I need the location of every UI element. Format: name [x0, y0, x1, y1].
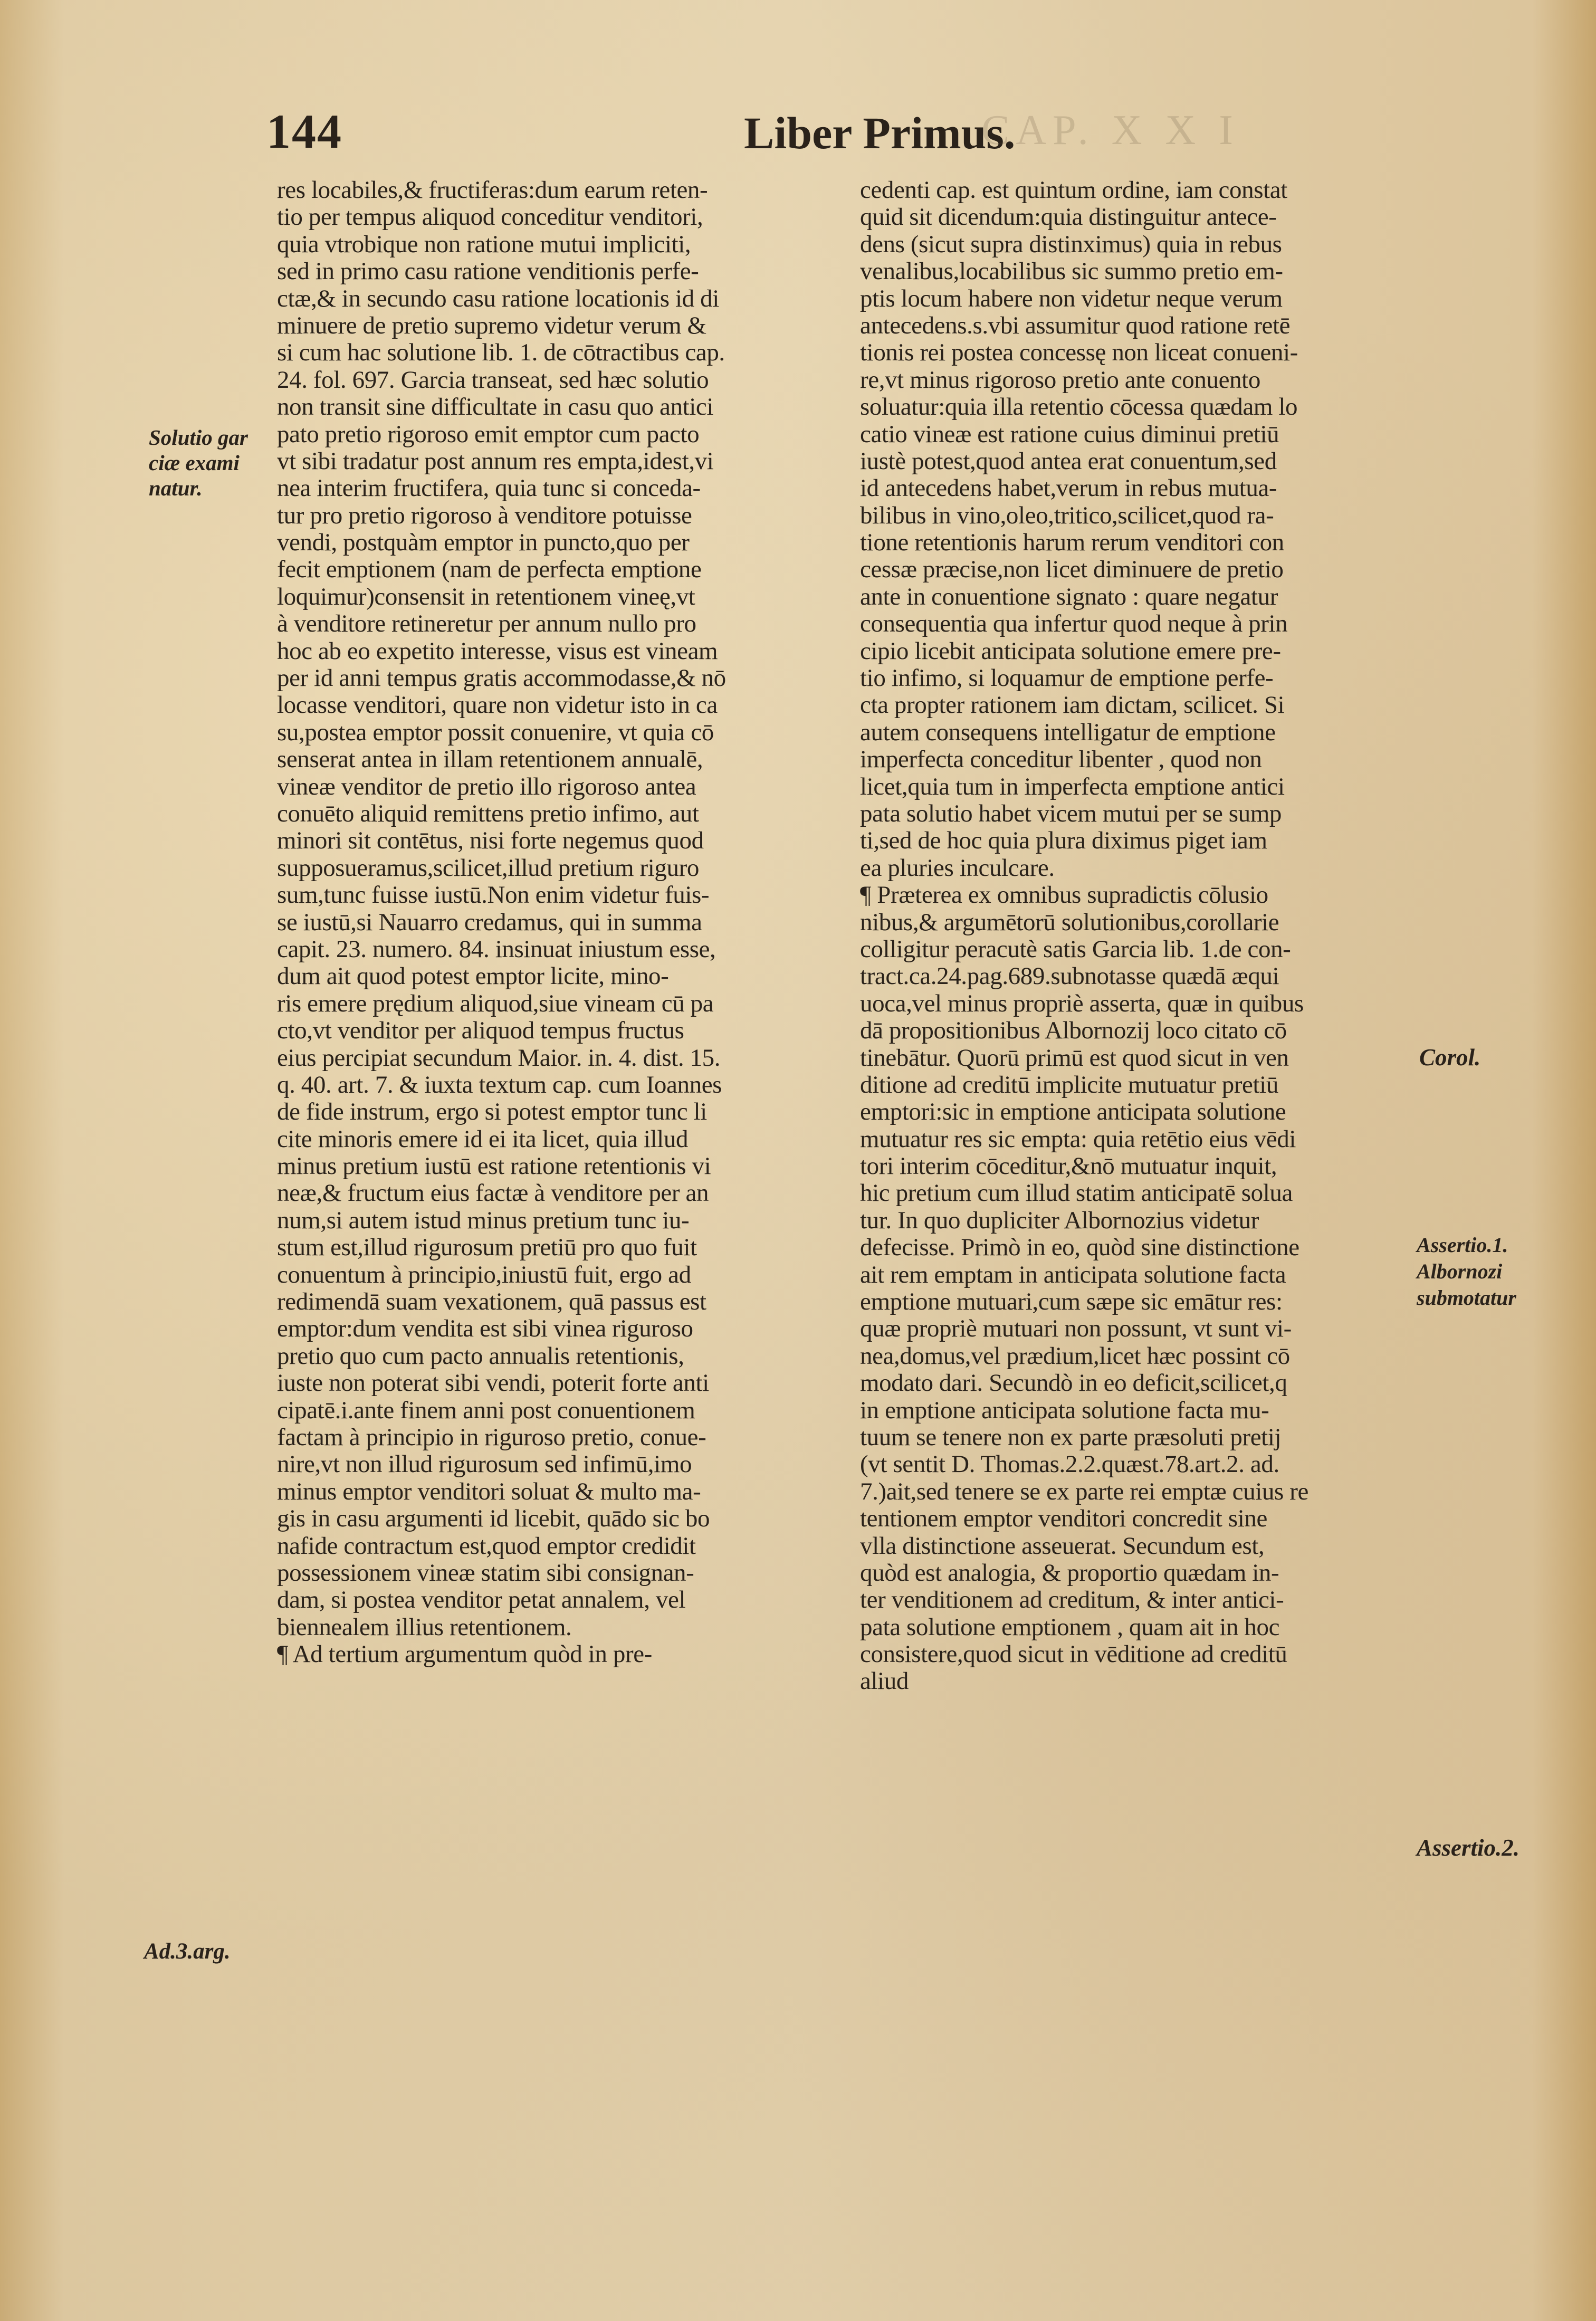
text-line: non transit sine difficultate in casu quo antici	[277, 393, 714, 421]
text-line: ter venditionem ad creditum, & inter antici-	[860, 1586, 1284, 1614]
text-line: quid sit dicendum:quia distinguitur antece-	[860, 203, 1277, 231]
margin-note-ad-tertium: Ad.3.arg.	[144, 1939, 231, 1964]
text-line: per id anni tempus gratis accommodasse,& nō	[277, 664, 726, 692]
text-line: 7.)ait,sed tenere se ex parte rei emptæ cuius re	[860, 1477, 1308, 1505]
text-line: eius percipiat secundum Maior. in. 4. dist. 15.	[277, 1044, 721, 1072]
text-line: emptori:sic in emptione anticipata solutione	[860, 1098, 1286, 1126]
text-line: ris emere prędium aliquod,siue vineam cū pa	[277, 989, 714, 1017]
text-line: venalibus,locabilibus sic summo pretio em-	[860, 257, 1283, 285]
text-line: su,postea emptor possit conuenire, vt quia cō	[277, 718, 714, 746]
text-line: hic pretium cum illud statim anticipatē solua	[860, 1179, 1293, 1207]
text-line: iustè potest,quod antea erat conuentum,sed	[860, 447, 1277, 475]
text-line: factam à principio in rigurosо pretio, conue-	[277, 1423, 706, 1451]
text-line: autem consequens intelligatur de emptione	[860, 718, 1276, 746]
text-line: tori interim cōceditur,&nō mutuatur inquit,	[860, 1152, 1277, 1180]
text-line: tract.ca.24.pag.689.subnotasse quædā æqui	[860, 962, 1279, 990]
text-line: pretio quo cum pacto annualis retentionis,	[277, 1342, 684, 1370]
text-line: tio infimo, si loquamur de emptione perfe-	[860, 664, 1274, 692]
text-line: licet,quia tum in imperfecta emptione antici	[860, 772, 1285, 800]
text-line: aliud	[860, 1667, 909, 1695]
text-line: gis in casu argumenti id licebit, quādo sic bo	[277, 1505, 710, 1533]
text-line: defecisse. Primò in eo, quòd sine distinctione	[860, 1234, 1299, 1262]
text-line: nibus,& argumētorū solutionibus,corollarie	[860, 908, 1279, 936]
text-line: tuum se tenere non ex parte præsoluti pretij	[860, 1423, 1282, 1451]
margin-note-corollarium: Corol.	[1419, 1044, 1481, 1071]
text-line: dens (sicut supra distinximus) quia in rebus	[860, 230, 1282, 258]
text-line: dum ait quod potest emptor licite, mino-	[277, 962, 669, 990]
right-text-column	[860, 177, 1403, 1695]
text-line: id antecedens habet,verum in rebus mutua-	[860, 474, 1277, 502]
text-line: dam, si postea venditor petat annalem, vel	[277, 1586, 686, 1614]
margin-note-line: Solutio gar	[149, 425, 248, 450]
text-line: quia vtrobique non ratione mutui impliciti,	[277, 230, 691, 258]
text-line: ctæ,& in secundo casu ratione locationis id di	[277, 284, 719, 312]
text-line: minus pretium iustū est ratione retentionis vi	[277, 1152, 711, 1180]
text-line: bilibus in vino,oleo,tritico,scilicet,quod ra-	[860, 501, 1274, 529]
text-line: cipio licebit anticipata solutione emere pre-	[860, 637, 1281, 665]
text-line: redimendā suam vexationem, quā passus est	[277, 1288, 706, 1316]
text-line: imperfecta conceditur libenter , quod non	[860, 746, 1262, 773]
running-title: Liber Primus.	[744, 108, 1016, 158]
text-line: cedenti cap. est quintum ordine, iam constat	[860, 176, 1287, 204]
text-line: consequentia qua infertur quod neque à prin	[860, 610, 1288, 638]
text-line: res locabiles,& fructiferas:dum earum reten-	[277, 176, 708, 204]
text-line: ti,sed de hoc quia plura diximus piget iam	[860, 827, 1267, 855]
text-line: se iustū,si Nauarro credamus, qui in summa	[277, 908, 702, 936]
text-line: tentionem emptor venditori concredit sine	[860, 1505, 1267, 1533]
text-line: cessæ præcise,non licet diminuere de pretio	[860, 556, 1284, 584]
text-line: tione retentionis harum rerum venditori con	[860, 529, 1284, 557]
margin-note-line: natur.	[149, 476, 203, 500]
text-line: si cum hac solutione lib. 1. de cōtractibus cap.	[277, 339, 725, 367]
margin-note-solutio	[149, 425, 248, 501]
text-line: modato dari. Secundò in eo deficit,scilicet,q	[860, 1369, 1287, 1397]
text-line: nea,domus,vel prædium,licet hæc possint cō	[860, 1342, 1290, 1370]
text-line: q. 40. art. 7. & iuxta textum cap. cum Ioannes	[277, 1071, 722, 1099]
margin-note-assertio-1	[1417, 1232, 1516, 1311]
text-line: pata solutio habet vicem mutui per se sump	[860, 799, 1282, 827]
text-line: (vt sentit D. Thomas.2.2.quæst.78.art.2. ad.	[860, 1450, 1279, 1478]
text-line: nafide contractum est,quod emptor credidit	[277, 1532, 696, 1560]
text-line: ptis locum habere non videtur neque verum	[860, 284, 1283, 312]
text-line: mutuatur res sic empta: quia retētio eius vēdi	[860, 1125, 1296, 1153]
text-line: loquimur)consensit in retentionem vineę,vt	[277, 582, 695, 610]
text-line: quæ propriè mutuari non possunt, vt sunt vi-	[860, 1315, 1292, 1343]
margin-note-assertio-2: Assertio.2.	[1417, 1835, 1520, 1861]
text-line: cite minoris emere id ei ita licet, quia illud	[277, 1125, 689, 1153]
text-line: catio vineæ est ratione cuius diminui pretiū	[860, 420, 1279, 448]
text-line: tio per tempus aliquod conceditur venditori,	[277, 203, 703, 231]
text-line: capit. 23. numero. 84. insinuat iniustum esse,	[277, 935, 716, 963]
text-line: cta propter rationem iam dictam, scilicet. Si	[860, 691, 1285, 719]
text-line: cipatē.i.ante finem anni post conuentionem	[277, 1396, 695, 1424]
text-line: sed in primo casu ratione venditionis perfe-	[277, 257, 699, 285]
text-line: stum est,illud rigurosum pretiū pro quo fuit	[277, 1234, 697, 1262]
text-line: senserat antea in illam retentionem annualē,	[277, 746, 703, 773]
text-line: minus emptor venditori soluat & multo ma-	[277, 1477, 701, 1505]
text-line: dā propositionibus Albornozij loco citato cō	[860, 1017, 1287, 1045]
margin-note-line: submotatur	[1417, 1286, 1516, 1310]
text-line: vendi, postquàm emptor in puncto,quo per	[277, 529, 690, 557]
text-line: pata solutione emptionem , quam ait in hoc	[860, 1613, 1280, 1641]
text-line: tur pro pretio rigoroso à venditore potuisse	[277, 501, 692, 529]
text-line: soluatur:quia illa retentio cōcessa quædam lo	[860, 393, 1298, 421]
text-line: ait rem emptam in anticipata solutione facta	[860, 1260, 1286, 1288]
bleed-through-text: CAP. X X I	[981, 107, 1239, 154]
text-line: à venditore retineretur per annum nullo pro	[277, 610, 696, 638]
text-line: ¶ Ad tertium argumentum quòd in pre-	[277, 1640, 652, 1668]
text-line: sum,tunc fuisse iustū.Non enim videtur fuis-	[277, 881, 710, 909]
text-line: locasse venditori, quare non videtur isto in ca	[277, 691, 718, 719]
text-line: ¶ Præterea ex omnibus supradictis cōlusio	[860, 881, 1268, 909]
text-line: cto,vt venditor per aliquod tempus fructus	[277, 1017, 684, 1045]
text-line: vineæ venditor de pretio illo rigoroso antea	[277, 772, 696, 800]
text-line: quòd est analogia, & proportio quædam in-	[860, 1559, 1279, 1587]
margin-note-line: Albornozi	[1417, 1259, 1503, 1283]
running-header	[0, 103, 1596, 172]
text-line: iuste non poterat sibi vendi, poterit forte anti	[277, 1369, 709, 1397]
text-line: ante in conuentione signato : quare negatur	[860, 582, 1278, 610]
text-line: biennealem illius retentionem.	[277, 1613, 572, 1641]
text-line: conuēto aliquid remittens pretio infimo, aut	[277, 799, 699, 827]
text-line: pato pretio rigoroso emit emptor cum pacto	[277, 420, 700, 448]
text-line: tinebātur. Quorū primū est quod sicut in ven	[860, 1044, 1289, 1072]
text-line: in emptione anticipata solutione facta mu-	[860, 1396, 1269, 1424]
text-line: possessionem vineæ statim sibi consignan-	[277, 1559, 694, 1587]
text-line: neæ,& fructum eius factæ à venditore per an	[277, 1179, 709, 1207]
text-line: consistere,quod sicut in vēditione ad creditū	[860, 1640, 1287, 1668]
text-line: 24. fol. 697. Garcia transeat, sed hæc solutio	[277, 366, 709, 394]
text-line: num,si autem istud minus pretium tunc iu-	[277, 1206, 690, 1234]
margin-note-line: ciæ exami	[149, 451, 240, 475]
text-line: vt sibi tradatur post annum res empta,idest,vi	[277, 447, 714, 475]
text-line: colligitur peracutè satis Garcia lib. 1.de con-	[860, 935, 1291, 963]
text-line: emptor:dum vendita est sibi vinea rigurosо	[277, 1315, 693, 1343]
text-line: antecedens.s.vbi assumitur quod ratione retē	[860, 311, 1291, 339]
text-line: fecit emptionem (nam de perfecta emptione	[277, 556, 702, 584]
text-line: minuere de pretio supremo videtur verum &	[277, 311, 706, 339]
text-line: minori sit contētus, nisi forte negemus quod	[277, 827, 704, 855]
text-line: tur. In quo dupliciter Albornozius videtur	[860, 1206, 1259, 1234]
left-text-column	[277, 177, 820, 1668]
text-line: vlla distinctione asseuerat. Secundum est,	[860, 1532, 1265, 1560]
text-line: de fide instrum, ergo si potest emptor tunc li	[277, 1098, 707, 1126]
text-line: emptione mutuari,cum sæpe sic emātur res:	[860, 1288, 1283, 1316]
text-line: supposueramus,scilicet,illud pretium riguro	[277, 854, 699, 882]
margin-note-line: Assertio.1.	[1417, 1233, 1508, 1257]
text-line: hoc ab eo expetito interesse, visus est vineam	[277, 637, 718, 665]
text-line: ditione ad creditū implicite mutuatur pretiū	[860, 1071, 1278, 1099]
text-line: nea interim fructifera, quia tunc si conceda-	[277, 474, 701, 502]
page-number: 144	[266, 104, 342, 158]
text-line: ea pluries inculcare.	[860, 854, 1055, 882]
text-line: nire,vt non illud rigurosum sed infimū,imo	[277, 1450, 692, 1478]
text-line: conuentum à principio,iniustū fuit, ergo ad	[277, 1260, 691, 1288]
text-line: tionis rei postea concessę non liceat conueni-	[860, 339, 1298, 367]
text-line: uoca,vel minus propriè asserta, quæ in quibus	[860, 989, 1304, 1017]
text-line: re,vt minus rigoroso pretio ante conuento	[860, 366, 1260, 394]
